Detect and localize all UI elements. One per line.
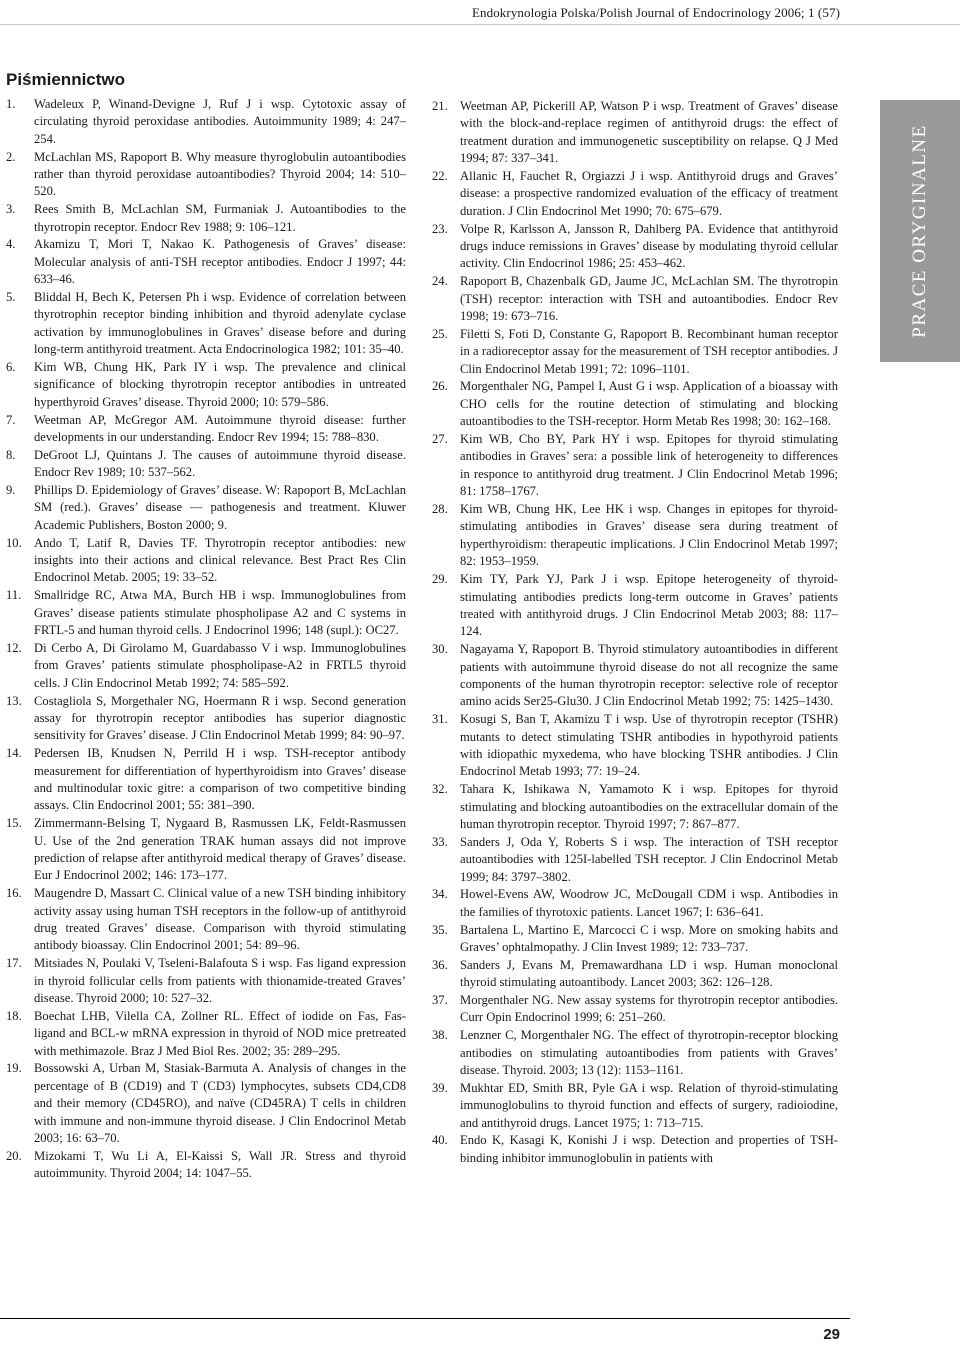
reference-text: Ando T, Latif R, Davies TF. Thyrotropin receptor antibodies: new insights into their actions and clinical relevance. Best Pract Res Clin Endocrinol Metab. 2005; 19: 33–52.: [34, 535, 406, 585]
section-tab: [880, 100, 960, 362]
reference-item: [6, 149, 406, 201]
reference-item: [432, 221, 838, 273]
reference-item: [432, 834, 838, 886]
reference-number: 9.: [6, 483, 16, 498]
reference-text: Weetman AP, Pickerill AP, Watson P i wsp. Treatment of Graves’ disease with the block-and-replace regimen of antithyroid drugs: the effect of treatment duration and immunogenetic susceptibility on relapse. Q J Med 1994; 87: 337–341.: [460, 99, 838, 166]
reference-item: [6, 201, 406, 236]
reference-text: Kosugi S, Ban T, Akamizu T i wsp. Use of thyrotropin receptor (TSHR) mutants to detect stimulating TSHR antibodies in hypothyroid patients with idiopathic myxedema, who have blocking TSHR antibodies. J Clin Endocrinol Metab 1993; 77: 19–24.: [460, 712, 838, 779]
reference-item: [6, 885, 406, 955]
reference-text: Volpe R, Karlsson A, Jansson R, Dahlberg PA. Evidence that antithyroid drugs induce remissions in Graves’ disease by modulating thyroid cellular activity. Clin Endocrinol 1986; 25: 453–462.: [460, 221, 838, 271]
reference-number: 27.: [432, 432, 448, 447]
reference-text: Kim WB, Chung HK, Lee HK i wsp. Changes in epitopes for thyroid-stimulating antibodies in Graves’ disease sera during treatment of hyperthyroidism: therapeutic implications. J Clin Endocrinol Metab 1997; 82: 1953–1959.: [460, 502, 838, 569]
reference-number: 20.: [6, 1148, 22, 1163]
reference-text: DeGroot LJ, Quintans J. The causes of autoimmune thyroid disease. Endocr Rev 1989; 10: 537–562.: [34, 447, 406, 480]
reference-text: Endo K, Kasagi K, Konishi J i wsp. Detection and properties of TSH-binding inhibitor immunoglobulin in patients with: [460, 1133, 838, 1165]
reference-text: Rapoport B, Chazenbalk GD, Jaume JC, McLachlan SM. The thyrotropin (TSH) receptor: interaction with TSH and autoantibodies. Endocr Rev 1998; 19: 673–716.: [460, 274, 838, 324]
reference-number: 26.: [432, 379, 448, 394]
reference-text: Wadeleux P, Winand-Devigne J, Ruf J i wsp. Cytotoxic assay of circulating thyroid peroxidase antibodies. Autoimmunity 1989; 4: 247–254.: [34, 97, 406, 146]
reference-number: 4.: [6, 237, 16, 252]
reference-number: 38.: [432, 1028, 448, 1043]
reference-number: 33.: [432, 834, 448, 849]
reference-text: Weetman AP, McGregor AM. Autoimmune thyroid disease: further developments in our understanding. Endocr Rev 1994; 15: 788–830.: [34, 412, 406, 445]
reference-number: 12.: [6, 640, 22, 655]
reference-list-right: [432, 98, 838, 1168]
reference-item: [6, 289, 406, 359]
running-title: Endokrynologia Polska/Polish Journal of Endocrinology 2006; 1 (57): [471, 5, 840, 20]
reference-item: [6, 815, 406, 885]
reference-text: Tahara K, Ishikawa N, Yamamoto K i wsp. Epitopes for thyroid stimulating and blocking autoantibodies on the extracellular domain of the human thyrotropin receptor. Thyroid 1997; 7: 867–877.: [460, 782, 838, 831]
reference-number: 29.: [432, 572, 448, 587]
reference-number: 11.: [6, 588, 22, 603]
reference-number: 28.: [432, 502, 448, 517]
reference-number: 23.: [432, 221, 448, 236]
reference-text: Maugendre D, Massart C. Clinical value of a new TSH binding inhibitory activity assay using human TSH receptors in the follow-up of antithyroid drug treated Graves’ disease. Comparison with thyroid stimulating antibody bioassay. Clin Endocrinol 2001; 54: 89–96.: [34, 886, 406, 953]
reference-number: 19.: [6, 1061, 22, 1076]
running-header: [0, 0, 960, 25]
reference-number: 36.: [432, 957, 448, 972]
reference-text: Zimmermann-Belsing T, Nygaard B, Rasmussen LK, Feldt-Rasmussen U. Use of the 2nd generation TRAK human assays did not improve prediction of relapse after antithyroid medical therapy of Graves’ disease. Eur J Endocrinol 2002; 146: 173–177.: [34, 816, 406, 883]
reference-number: 16.: [6, 886, 22, 901]
reference-number: 10.: [6, 535, 22, 550]
reference-number: 31.: [432, 712, 448, 727]
reference-number: 8.: [6, 447, 16, 462]
reference-item: [6, 359, 406, 411]
reference-text: Bossowski A, Urban M, Stasiak-Barmuta A. Analysis of changes in the percentage of B (CD19) and T (CD3) lymphocytes, subsets CD4,CD8 and their memory (CD45RO), and naïve (CD45RA) T cells in children with immune and non-immune thyroid disease. J Clin Endocrinol Metab 2003; 16: 63–70.: [34, 1061, 406, 1145]
reference-item: [432, 501, 838, 571]
reference-item: [432, 98, 838, 168]
reference-item: [6, 587, 406, 639]
reference-text: Allanic H, Fauchet R, Orgiazzi J i wsp. Antithyroid drugs and Graves’ disease: a prospective randomized evaluation of the efficacy of treatment duration. J Clin Endocrinol Met 1990; 70: 675–679.: [460, 169, 838, 218]
reference-item: [6, 1008, 406, 1060]
reference-item: [6, 447, 406, 482]
reference-text: Di Cerbo A, Di Girolamo M, Guardabasso V i wsp. Immunoglobulines from Graves’ patients stimulate phospholipase-A2 in FRTL5 thyroid cells. J Clin Endocrinol Metab 1992; 74: 585–592.: [34, 640, 406, 690]
reference-item: [432, 957, 838, 992]
reference-number: 3.: [6, 202, 16, 217]
reference-text: Lenzner C, Morgenthaler NG. The effect of thyrotropin-receptor blocking antibodies on stimulating autoantibodies from patients with Graves’ disease. Thyroid. 2003; 13 (12): 1153–1161.: [460, 1028, 838, 1077]
reference-item: [432, 168, 838, 220]
reference-item: [432, 992, 838, 1027]
reference-text: Costagliola S, Morgethaler NG, Hoermann R i wsp. Second generation assay for thyrotropin receptor antibodies has superior diagnostic sensitivity for Graves’ disease. J Clin Endocrinol Metab 1999; 84: 90–97.: [34, 693, 406, 743]
reference-text: Filetti S, Foti D, Constante G, Rapoport B. Recombinant human receptor in a radioreceptor assay for the measurement of TSH receptor antibodies. J Clin Endocrinol Metab 1991; 72: 1096–1101.: [460, 326, 838, 376]
reference-text: Mukhtar ED, Smith BR, Pyle GA i wsp. Relation of thyroid-stimulating immunoglobulins to thyroid function and effects of surgery, radioiodine, and antithyroid drugs. Lancet 1975; 1: 713–715.: [460, 1080, 838, 1130]
reference-item: [432, 641, 838, 711]
reference-item: [6, 640, 406, 692]
reference-number: 40.: [432, 1133, 448, 1148]
reference-item: [6, 1148, 406, 1183]
reference-text: Mitsiades N, Poulaki V, Tseleni-Balafouta S i wsp. Fas ligand expression in thyroid follicular cells from patients with thionamide-treated Graves’ disease. Thyroid 2000; 10: 527–32.: [34, 956, 406, 1005]
reference-item: [432, 273, 838, 325]
reference-item: [6, 236, 406, 288]
reference-item: [432, 711, 838, 781]
footer-rule: [0, 1318, 850, 1319]
reference-text: Kim TY, Park YJ, Park J i wsp. Epitope heterogeneity of thyroid-stimulating antibodies predicts long-term outcome in Graves’ patients treated with antithyroid drugs. J Clin Endocrinol Metab 2003; 88: 117–124.: [460, 572, 838, 639]
reference-text: McLachlan MS, Rapoport B. Why measure thyroglobulin autoantibodies rather than thyroid peroxidase autoantibodies? Thyroid 2004; 14: 510–520.: [34, 149, 406, 199]
reference-item: [432, 378, 838, 430]
reference-number: 22.: [432, 169, 448, 184]
reference-item: [432, 886, 838, 921]
reference-number: 34.: [432, 887, 448, 902]
reference-number: 1.: [6, 97, 16, 111]
reference-list-left: [6, 96, 406, 1183]
reference-number: 17.: [6, 956, 22, 971]
reference-item: [432, 1132, 838, 1167]
reference-text: Rees Smith B, McLachlan SM, Furmaniak J. Autoantibodies to the thyrotropin receptor. Endocr Rev 1988; 9: 106–121.: [34, 202, 406, 234]
reference-item: [6, 96, 406, 148]
reference-number: 37.: [432, 992, 448, 1007]
reference-text: Akamizu T, Mori T, Nakao K. Pathogenesis of Graves’ disease: Molecular analysis of anti-TSH receptor antibodies. Endocr J 1997; 44: 633–46.: [34, 237, 406, 287]
reference-text: Howel-Evens AW, Woodrow JC, McDougall CDM i wsp. Antibodies in the families of thyrotoxic patients. Lancet 1967; I: 636–641.: [460, 887, 838, 919]
page-number: 29: [823, 1326, 840, 1343]
reference-text: Pedersen IB, Knudsen N, Perrild H i wsp. TSH-receptor antibody measurement for differentiation of hyperthyroidism into Graves’ disease and multinodular toxic gitre: a comparison of two competitive binding assays. Clin Endocrinol 2001; 55: 381–390.: [34, 746, 406, 813]
reference-item: [432, 922, 838, 957]
reference-text: Boechat LHB, Vilella CA, Zollner RL. Effect of iodide on Fas, Fas-ligand and BCL-w mRNA expression in thyroid of NOD mice pretreated with methimazole. Braz J Med Biol Res. 2002; 35: 289–295.: [34, 1008, 406, 1058]
reference-text: Bartalena L, Martino E, Marcocci C i wsp. More on smoking habits and Graves’ ophtalmopathy. J Clin Invest 1989; 12: 733–737.: [460, 922, 838, 954]
reference-text: Bliddal H, Bech K, Petersen Ph i wsp. Evidence of correlation between thyrotrophin receptor binding inhibition and thyroid adenylate cyclase activation by immunoglobulines in Graves’ disease before and during long-term antithyroid treatment. Acta Endocrinologica 1982; 101: 35–40.: [34, 290, 406, 357]
reference-text: Morgenthaler NG. New assay systems for thyrotropin receptor antibodies. Curr Opin Endocrinol 1999; 6: 251–260.: [460, 992, 838, 1025]
reference-number: 21.: [432, 99, 448, 113]
reference-item: [432, 781, 838, 833]
reference-text: Kim WB, Cho BY, Park HY i wsp. Epitopes for thyroid stimulating antibodies in Graves’ sera: a possible link of heterogeneity to differences in responce to antithyroid drug treatment. J Clin Endocrinol Metab 1996; 81: 1758–1767.: [460, 432, 838, 499]
reference-item: [432, 1027, 838, 1079]
reference-text: Morgenthaler NG, Pampel I, Aust G i wsp. Application of a bioassay with CHO cells for the routine detection of stimulating and blocking autoantibodies to the TSH-receptor. Horm Metab Res 1998; 30: 162–168.: [460, 379, 838, 429]
reference-item: [6, 693, 406, 745]
reference-number: 2.: [6, 149, 16, 164]
reference-number: 5.: [6, 290, 16, 305]
reference-item: [432, 571, 838, 641]
reference-text: Kim WB, Chung HK, Park IY i wsp. The prevalence and clinical significance of blocking thyrotropin receptor antibodies in untreated hyperthyroid Graves’ disease. Thyroid 2000; 10: 579–586.: [34, 360, 406, 409]
reference-text: Sanders J, Evans M, Premawardhana LD i wsp. Human monoclonal thyroid stimulating autoantibody. Lancet 2003; 362: 126–128.: [460, 957, 838, 990]
reference-item: [6, 412, 406, 447]
reference-number: 39.: [432, 1080, 448, 1095]
reference-number: 25.: [432, 326, 448, 341]
reference-number: 6.: [6, 360, 16, 375]
reference-text: Sanders J, Oda Y, Roberts S i wsp. The interaction of TSH receptor autoantibodies with 125I-labelled TSH receptor. J Clin Endocrinol Metab 1999; 84: 3797–3802.: [460, 834, 838, 884]
reference-text: Smallridge RC, Atwa MA, Burch HB i wsp. Immunoglobulines from Graves’ disease patients stimulate phospholipase A2 and C systems in FRTL-5 and human thyroid cells. J Endocrinol 1996; 148 (supl.): OC27.: [34, 588, 406, 638]
reference-text: Phillips D. Epidemiology of Graves’ disease. W: Rapoport B, McLachlan SM (red.). Graves’ disease — pathogenesis and treatment. Kluwer Academic Publishers, Boston 2000; 9.: [34, 483, 406, 532]
reference-number: 15.: [6, 816, 22, 831]
reference-text: Nagayama Y, Rapoport B. Thyroid stimulatory autoantibodies in different patients with autoimmune thyroid disease do not all recognize the same components of the human thyrotropin receptor: selective role of receptor amino acids Ser25-Glu30. J Clin Endocrinol Metab 1992; 75: 1425–1430.: [460, 642, 838, 709]
reference-number: 13.: [6, 693, 22, 708]
reference-number: 14.: [6, 746, 22, 761]
reference-text: Mizokami T, Wu Li A, El-Kaissi S, Wall JR. Stress and thyroid autoimmunity. Thyroid 2004; 14: 1047–55.: [34, 1148, 406, 1181]
reference-item: [432, 326, 838, 378]
section-tab-label: PRACE ORYGINALNE: [909, 124, 930, 338]
reference-item: [6, 1060, 406, 1147]
reference-number: 7.: [6, 412, 16, 427]
reference-number: 35.: [432, 922, 448, 937]
reference-item: [6, 745, 406, 815]
reference-item: [6, 955, 406, 1007]
reference-item: [6, 535, 406, 587]
reference-item: [432, 1080, 838, 1132]
reference-item: [432, 431, 838, 501]
reference-number: 30.: [432, 642, 448, 657]
reference-item: [6, 482, 406, 534]
reference-number: 32.: [432, 782, 448, 797]
section-title: Piśmiennictwo: [6, 70, 126, 89]
reference-number: 24.: [432, 274, 448, 289]
reference-number: 18.: [6, 1008, 22, 1023]
